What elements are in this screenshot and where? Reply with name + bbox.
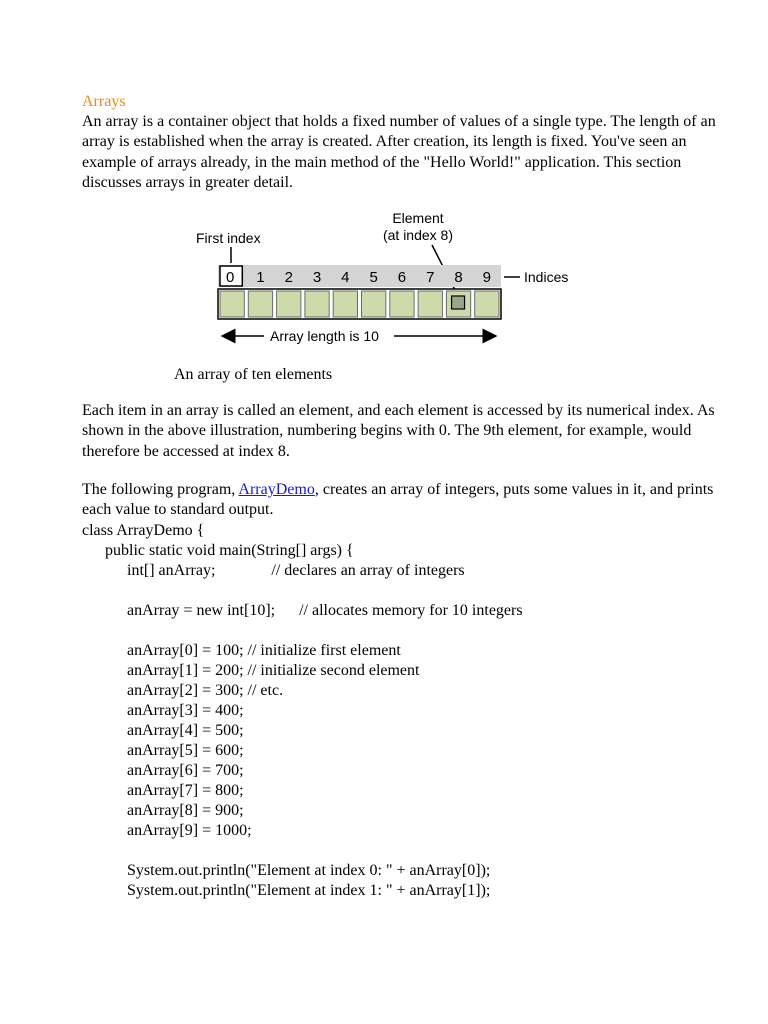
code-line: anArray[5] = 600; bbox=[127, 742, 244, 759]
element-label-line1: Element bbox=[392, 210, 444, 226]
index-label-7: 7 bbox=[426, 269, 435, 286]
index-label-9: 9 bbox=[482, 269, 492, 286]
index-label-3: 3 bbox=[312, 269, 322, 286]
code-line: anArray[4] = 500; bbox=[127, 722, 244, 739]
intro-paragraph: An array is a container object that holds a fixed number of values of a single type. The length of an array is established when the array is created. After creation, its length is fixed. You've seen an example of arrays already, in the main method of the "Hello World!" application. This section discusses arrays in greater detail. bbox=[82, 113, 716, 191]
index-label-5: 5 bbox=[369, 269, 378, 286]
code-line: int[] anArray; // declares an array of integers bbox=[127, 562, 465, 579]
index-label-4: 4 bbox=[341, 269, 350, 286]
code-line: anArray = new int[10]; // allocates memory for 10 integers bbox=[127, 602, 523, 619]
code-line: anArray[2] = 300; // etc. bbox=[127, 682, 284, 699]
program-paragraph bbox=[82, 480, 722, 521]
array-cell-3 bbox=[305, 291, 329, 317]
code-line: anArray[8] = 900; bbox=[127, 802, 244, 819]
code-line: anArray[7] = 800; bbox=[127, 782, 244, 799]
array-cell-5 bbox=[362, 291, 386, 317]
code-line: class ArrayDemo { bbox=[82, 522, 205, 539]
code-line: anArray[9] = 1000; bbox=[127, 822, 252, 839]
index-label-0: 0 bbox=[225, 269, 235, 286]
array-cell-4 bbox=[333, 291, 357, 317]
array-cell-0 bbox=[220, 291, 244, 317]
element-label-line2: (at index 8) bbox=[382, 227, 454, 243]
index-label-2: 2 bbox=[284, 269, 293, 286]
code-line: anArray[0] = 100; // initialize first element bbox=[127, 642, 401, 659]
indices-label: Indices bbox=[524, 269, 569, 285]
array-cell-1 bbox=[248, 291, 272, 317]
program-text-before: The following program, bbox=[82, 481, 239, 498]
index-label-1: 1 bbox=[256, 269, 265, 286]
code-line: System.out.println("Element at index 1: " + anArray[1]); bbox=[127, 882, 491, 899]
array-cell-9 bbox=[475, 291, 499, 317]
code-line: public static void main(String[] args) { bbox=[105, 542, 354, 559]
array-diagram bbox=[180, 200, 600, 355]
arraydemo-link[interactable]: ArrayDemo bbox=[238, 481, 315, 498]
array-cell-2 bbox=[277, 291, 301, 317]
code-line: anArray[1] = 200; // initialize second element bbox=[127, 662, 420, 679]
array-cell-6 bbox=[390, 291, 414, 317]
code-line: System.out.println("Element at index 0: " + anArray[0]); bbox=[127, 862, 491, 879]
array-cell-7 bbox=[418, 291, 442, 317]
diagram-caption: An array of ten elements bbox=[174, 366, 333, 383]
index-label-8: 8 bbox=[454, 269, 463, 286]
index-label-6: 6 bbox=[397, 269, 407, 286]
first-index-label: First index bbox=[196, 230, 261, 246]
code-line: anArray[3] = 400; bbox=[127, 702, 244, 719]
element-paragraph: Each item in an array is called an element, and each element is accessed by its numerical index. As shown in the above illustration, numbering begins with 0. The 9th element, for example, would therefore be accessed at index 8. bbox=[82, 402, 715, 460]
program-text-after: , creates an array of integers, puts some values in it, and prints each value to standard output. bbox=[82, 481, 714, 519]
section-heading: Arrays bbox=[82, 93, 126, 110]
element-marker bbox=[452, 296, 465, 309]
length-label: Array length is 10 bbox=[270, 328, 379, 344]
code-line: anArray[6] = 700; bbox=[127, 762, 244, 779]
